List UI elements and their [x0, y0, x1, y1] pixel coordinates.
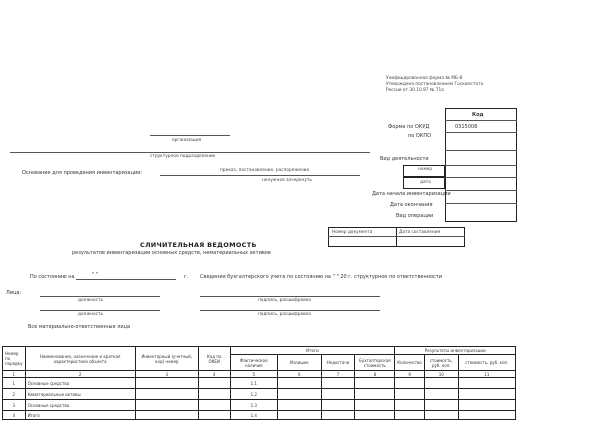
activity-label: Вид деятельности	[380, 156, 429, 162]
col-number: 5	[230, 371, 278, 378]
th-inv-num: Инвентарный (учетный, код) номер	[135, 347, 198, 371]
th-shortage: Недостача	[321, 355, 355, 371]
col-number: 2	[25, 371, 135, 378]
th-name: Наименование, назначение и краткая характеристика объекта	[25, 347, 135, 371]
col-number: 4	[198, 371, 230, 378]
col-number: 3	[135, 371, 198, 378]
document-subtitle: результатов инвентаризации основных средств, нематериальных активов	[72, 250, 271, 256]
th-cost: стоимость, руб. коп.	[424, 355, 458, 371]
persons-label: Лица:	[6, 290, 22, 296]
row-code: 1.1	[230, 378, 278, 389]
row-name: Нематериальные активы	[25, 389, 135, 400]
th-acc: Бухгалтерская стоимость	[355, 355, 395, 371]
position-caption-1: должность	[78, 298, 104, 303]
th-group-result: Итоги	[230, 347, 395, 355]
accounting-text: Сведения бухгалтерского учета по состоянию на " " 20 г. структурное по ответственности	[200, 274, 442, 280]
inventory-table	[2, 346, 516, 420]
year-label: г.	[184, 274, 189, 280]
form-okud-value: 0315008	[455, 124, 478, 130]
doc-number-label: Номер документа	[332, 230, 373, 235]
basis-caption-2: ненужное зачеркнуть	[262, 178, 312, 183]
okpo-label: по ОКПО	[408, 133, 432, 139]
signature-caption-2: подпись, расшифровка	[258, 312, 311, 317]
position-label: номер	[418, 167, 433, 172]
on-date-label: По состоянию на	[30, 274, 75, 280]
col-number: 9	[395, 371, 425, 378]
date-quote: " "	[92, 272, 99, 278]
row-code: 1.2	[230, 389, 278, 400]
row-name: Основные средства	[25, 378, 135, 389]
th-surplus: Излишек	[278, 355, 321, 371]
form-note-line1: Унифицированная форма № МБ-8	[386, 76, 463, 81]
th-group-extra: Результаты инвентаризации	[395, 347, 516, 355]
document-title: СЛИЧИТЕЛЬНАЯ ВЕДОМОСТЬ	[140, 241, 257, 249]
basis-label: Основание для проведения инвентаризации:	[22, 170, 143, 176]
table-row	[3, 411, 516, 420]
col-number: 8	[355, 371, 395, 378]
row-name: Основные средства	[25, 400, 135, 411]
row-code: 1.4	[230, 411, 278, 420]
signature-caption-1: подпись, расшифровка	[258, 298, 311, 303]
doc-date-label: Дата составления	[399, 230, 441, 235]
row-num: 3	[3, 400, 26, 411]
form-note-line2: Утверждена постановлением Госкомстата	[386, 82, 484, 87]
position-caption-2: должность	[78, 312, 104, 317]
row-num: 2	[3, 389, 26, 400]
org-caption: организация	[172, 138, 202, 143]
col-number: 11	[458, 371, 515, 378]
inventory-end-label: Дата окончания	[390, 202, 433, 208]
form-okud-label: Форма по ОКУД	[388, 124, 430, 130]
row-num: 4	[3, 411, 26, 420]
row-code: 1.3	[230, 400, 278, 411]
operation-label: Вид операции	[396, 213, 434, 219]
inventory-start-label: Дата начала инвентаризации	[372, 191, 451, 197]
date-label: дата	[420, 180, 431, 185]
table-row	[3, 389, 516, 400]
mol-label: Все материально-ответственные лица	[28, 324, 131, 330]
basis-caption-1: приказ, постановление, распоряжение	[220, 168, 310, 173]
th-num: Номер по порядку	[3, 347, 26, 371]
th-qty: Количество	[395, 355, 425, 371]
row-name: Итого	[25, 411, 135, 420]
form-note-line3: России от 30.10.97 № 71а	[386, 88, 444, 93]
table-row	[3, 400, 516, 411]
col-number: 6	[278, 371, 321, 378]
row-num: 1	[3, 378, 26, 389]
unit-caption: структурное подразделение	[150, 154, 216, 159]
code-column-label: Код	[472, 112, 484, 118]
col-number: 1	[3, 371, 26, 378]
table-row	[3, 378, 516, 389]
col-number: 7	[321, 371, 355, 378]
th-unit: Код по ОКЕИ	[198, 347, 230, 371]
th-actual: Фактическое наличие	[230, 355, 278, 371]
col-number: 10	[424, 371, 458, 378]
th-cost2: стоимость, руб. коп.	[458, 355, 515, 371]
